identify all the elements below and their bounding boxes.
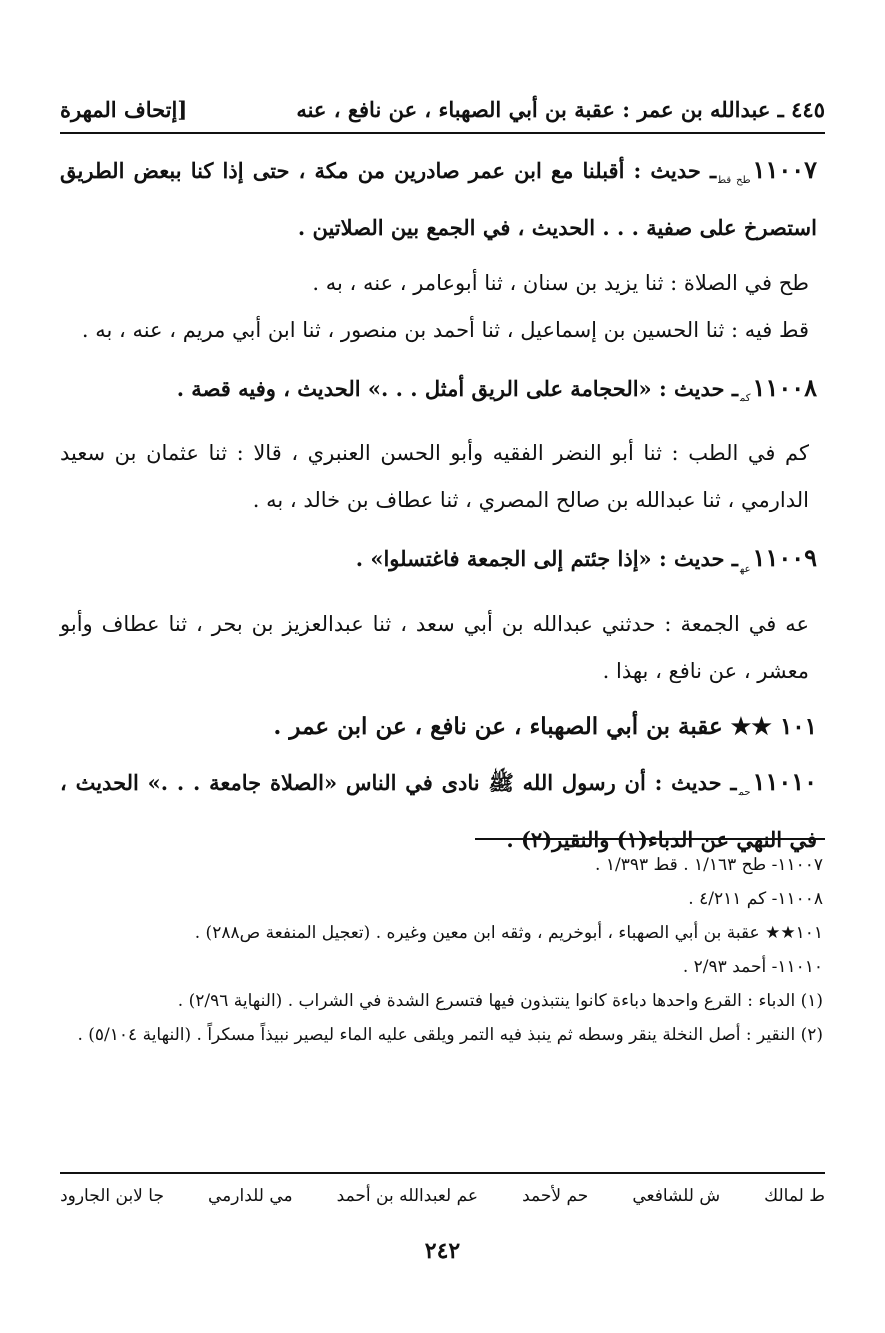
abbrev-item: مي للدارمي: [208, 1186, 293, 1206]
header-rule: [60, 132, 825, 134]
isnad-line: طح في الصلاة : ثنا يزيد بن سنان ، ثنا أبوعامر ، عنه ، به .: [312, 271, 809, 296]
entry-sigla: كم: [740, 393, 751, 405]
footnotes: [60, 848, 823, 1052]
abbrev-item: جا لابن الجارود: [60, 1186, 164, 1206]
header-title: ٤٤٥ ـ عبدالله بن عمر : عقبة بن أبي الصهباء ، عن نافع ، عنه: [296, 97, 825, 122]
main-text: [60, 146, 817, 872]
abbrev-item: حم لأحمد: [522, 1186, 589, 1206]
page-number: ٢٤٢: [424, 1238, 461, 1264]
running-header: [60, 82, 825, 122]
abbreviations-key: [60, 1186, 825, 1206]
hadith-entry-11007: [60, 146, 817, 252]
header-book-name: [إتحاف المهرة: [60, 97, 188, 122]
entry-number: ١١٠٠٨: [752, 373, 817, 403]
hadith-entry-11008: [60, 364, 817, 422]
abbreviations-rule: [60, 1172, 825, 1174]
entry-number: ١١٠٠٧: [752, 155, 817, 184]
footnote-line: ١٠١★★ عقبة بن أبي الصهباء ، أبوخريم ، وثقه ابن معين وغيره . (تعجيل المنفعة ص٢٨٨) .: [194, 923, 823, 943]
entry-sigla: عه: [739, 563, 751, 575]
entry-sigla: حم: [738, 786, 751, 798]
entry-number: ١١٠١٠: [752, 766, 817, 796]
footnote-line: (٢) النقير : أصل النخلة ينقر وسطه ثم ينبذ فيه التمر ويلقى عليه الماء ليصير نبيذاً مسكراً . (النهاية ٥/١٠٤) .: [77, 1025, 823, 1045]
entry-text: ـ حديث : «إذا جئتم إلى الجمعة فاغتسلوا» .: [355, 546, 738, 572]
isnad-line: قط فيه : ثنا الحسين بن إسماعيل ، ثنا أحمد بن منصور ، ثنا ابن أبي مريم ، عنه ، به .: [81, 318, 809, 343]
entry-text: ـ حديث : «الحجامة على الريق أمثل . . .» الحديث ، وفيه قصة .: [176, 376, 738, 402]
footnote-line: (١) الدباء : القرع واحدها دباءة كانوا ينتبذون فيها فتسرع الشدة في الشراب . (النهاية ٢/٩٦) .: [177, 991, 823, 1011]
isnad-line: كم في الطب : ثنا أبو النضر الفقيه وأبو الحسن العنبري ، قالا : ثنا عثمان بن سعيد الدارمي ، ثنا عبدالله بن صالح المصري ، ثنا عطاف بن خالد ، به .: [60, 441, 809, 513]
footnote-line: ١١٠١٠- أحمد ٢/٩٣ .: [682, 957, 823, 977]
hadith-entry-11009: [60, 534, 817, 592]
section-heading: ١٠١ ★★ عقبة بن أبي الصهباء ، عن نافع ، عن ابن عمر .: [273, 712, 817, 740]
entry-text: ـ حديث : أقبلنا مع ابن عمر صادرين من مكة ، حتى إذا كنا ببعض الطريق استصرخ على صفية . . . الحديث ، في الجمع بين الصلاتين .: [60, 158, 817, 241]
footnote-rule: [475, 838, 825, 840]
isnad-line: عه في الجمعة : حدثني عبدالله بن أبي سعد ، ثنا عبدالعزيز بن بحر ، ثنا عطاف وأبو معشر ، عن نافع ، بهذا .: [60, 611, 809, 683]
abbrev-item: ط لمالك: [764, 1186, 825, 1206]
footnote-line: ١١٠٠٧- طح ١/١٦٣ . قط ١/٣٩٣ .: [595, 855, 823, 875]
abbrev-item: عم لعبدالله بن أحمد: [336, 1186, 479, 1206]
footnote-line: ١١٠٠٨- كم ٤/٢١١ .: [688, 889, 823, 909]
abbrev-item: ش للشافعي: [632, 1186, 721, 1206]
entry-number: ١١٠٠٩: [752, 543, 817, 573]
entry-text: ـ حديث : أن رسول الله ﷺ نادى في الناس «الصلاة جامعة . . .» الحديث ، في النهي عن الدباء(١) والنقير(٢) .: [60, 769, 817, 852]
entry-sigla: طح قط: [718, 175, 751, 187]
